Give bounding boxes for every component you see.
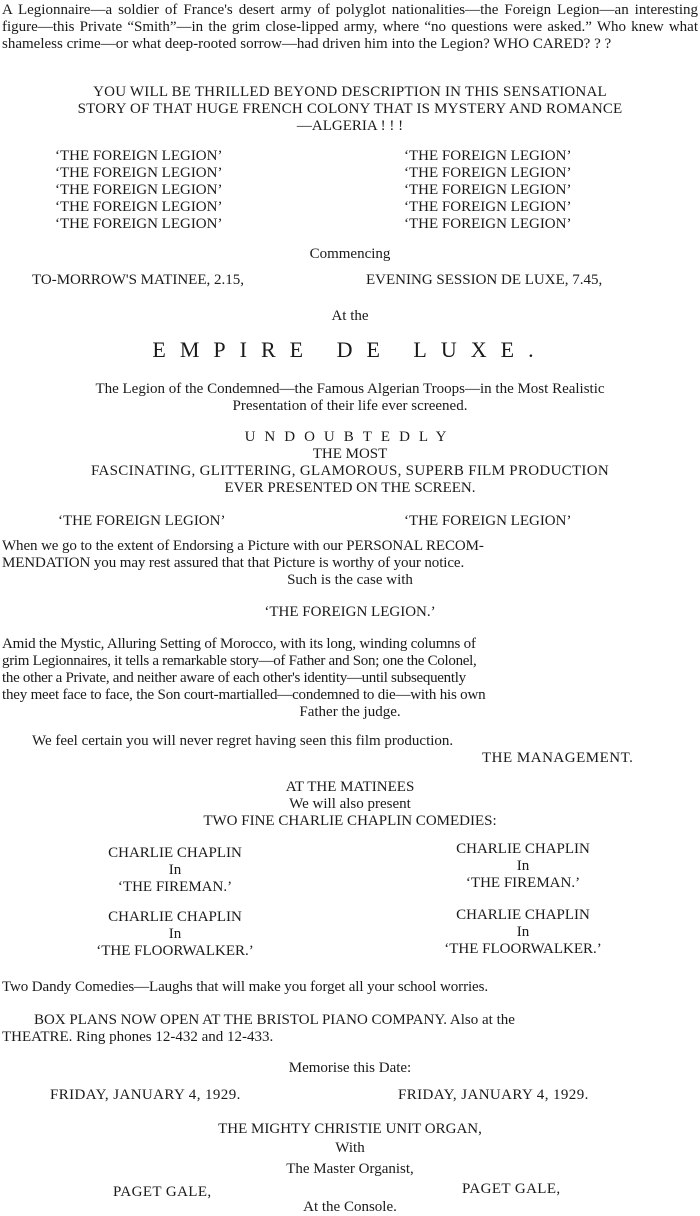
legion-line: ‘THE FOREIGN LEGION’ — [55, 216, 223, 232]
at-matinees: AT THE MATINEES — [285, 779, 415, 795]
also-present: We will also present — [289, 796, 411, 812]
comedy-star: CHARLIE CHAPLIN — [108, 845, 242, 861]
comedy-in: In — [168, 862, 182, 878]
date-right: FRIDAY, JANUARY 4, 1929. — [398, 1087, 589, 1103]
undoubtedly: UNDOUBTEDLY — [244, 429, 456, 445]
regret-line: We feel certain you will never regret having seen this film production. — [32, 733, 454, 749]
legion-desc-2: Presentation of their life ever screened. — [232, 398, 468, 414]
comedy-star: CHARLIE CHAPLIN — [456, 907, 590, 923]
two-comedies: TWO FINE CHARLIE CHAPLIN COMEDIES: — [203, 813, 497, 829]
comedy-star: CHARLIE CHAPLIN — [108, 909, 242, 925]
story-line-3: the other a Private, and neither aware of each other's identity—until subsequently — [2, 670, 466, 686]
fascinating-line: FASCINATING, GLITTERING, GLAMOROUS, SUPERB FILM PRODUCTION — [91, 463, 609, 479]
dandy-line: Two Dandy Comedies—Laughs that will make you forget all your school worries. — [2, 979, 488, 995]
legion-line: ‘THE FOREIGN LEGION’ — [55, 199, 223, 215]
legion-line: ‘THE FOREIGN LEGION’ — [404, 165, 572, 181]
thrill-line-1: YOU WILL BE THRILLED BEYOND DESCRIPTION IN THIS SENSATIONAL — [93, 84, 607, 100]
venue-title: EMPIRE DE LUXE. — [152, 337, 548, 362]
thrill-line-3: —ALGERIA ! ! ! — [296, 118, 404, 134]
story-line-5: Father the judge. — [299, 704, 401, 720]
legion-line: ‘THE FOREIGN LEGION’ — [55, 165, 223, 181]
legion-line: ‘THE FOREIGN LEGION’ — [55, 182, 223, 198]
story-line-4: they meet face to face, the Son court-martialled—condemned to die—with his own — [2, 687, 486, 703]
comedy-title: ‘THE FLOORWALKER.’ — [444, 941, 602, 957]
intro-paragraph: A Legionnaire—a soldier of France's desert army of polyglot nationalities—the Foreign Legion—an interesting figure—this Private “Smith”—in the grim close-lipped army, where “no questions were asked.” Who knew what shameless crime—or what deep-rooted sorrow—had driven him into the Legion? WHO CARED? ? ? — [2, 2, 698, 52]
comedy-block — [418, 907, 628, 958]
comedy-in: In — [516, 858, 530, 874]
box-line-2: THEATRE. Ring phones 12-432 and 12-433. — [2, 1029, 274, 1045]
legion-desc-1: The Legion of the Condemned—the Famous Algerian Troops—in the Most Realistic — [95, 381, 605, 397]
comedy-title: ‘THE FIREMAN.’ — [117, 879, 233, 895]
comedy-block — [70, 845, 280, 896]
story-line-1: Amid the Mystic, Alluring Setting of Morocco, with its long, winding columns of — [2, 636, 476, 652]
legion-line: ‘THE FOREIGN LEGION’ — [55, 148, 223, 164]
box-line-1: BOX PLANS NOW OPEN AT THE BRISTOL PIANO COMPANY. Also at the — [34, 1012, 515, 1028]
endorse-line-2: MENDATION you may rest assured that that Picture is worthy of your notice. — [2, 555, 465, 571]
story-line-2: grim Legionnaires, it tells a remarkable story—of Father and Son; one the Colonel, — [2, 653, 477, 669]
comedy-in: In — [516, 924, 530, 940]
matinee-time: TO-MORROW'S MATINEE, 2.15, — [32, 272, 245, 288]
legion-line: ‘THE FOREIGN LEGION’ — [404, 148, 572, 164]
comedy-title: ‘THE FIREMAN.’ — [465, 875, 581, 891]
organ-line: THE MIGHTY CHRISTIE UNIT ORGAN, — [218, 1121, 482, 1137]
legion-line: ‘THE FOREIGN LEGION’ — [404, 216, 572, 232]
endorse-line-3: Such is the case with — [287, 572, 413, 588]
legion-single: ‘THE FOREIGN LEGION.’ — [264, 604, 436, 620]
paget-right: PAGET GALE, — [462, 1181, 561, 1197]
comedy-in: In — [168, 926, 182, 942]
thrill-line-2: STORY OF THAT HUGE FRENCH COLONY THAT IS MYSTERY AND ROMANCE — [77, 101, 623, 117]
legion-line: ‘THE FOREIGN LEGION’ — [404, 199, 572, 215]
comedy-block — [418, 841, 628, 892]
comedy-title: ‘THE FLOORWALKER.’ — [96, 943, 254, 959]
memorise: Memorise this Date: — [288, 1060, 412, 1076]
at-the: At the — [331, 308, 369, 324]
management: THE MANAGEMENT. — [482, 750, 634, 766]
endorse-line-1: When we go to the extent of Endorsing a Picture with our PERSONAL RECOM- — [2, 538, 484, 554]
comedy-block — [70, 909, 280, 960]
the-most: THE MOST — [312, 446, 388, 462]
commencing: Commencing — [309, 246, 391, 262]
comedy-star: CHARLIE CHAPLIN — [456, 841, 590, 857]
legion-pair-right: ‘THE FOREIGN LEGION’ — [404, 513, 572, 529]
legion-pair-left: ‘THE FOREIGN LEGION’ — [58, 513, 226, 529]
date-left: FRIDAY, JANUARY 4, 1929. — [50, 1087, 241, 1103]
paget-left: PAGET GALE, — [113, 1184, 212, 1200]
ever-presented: EVER PRESENTED ON THE SCREEN. — [224, 480, 476, 496]
with-line: With — [335, 1140, 365, 1156]
legion-list-left — [55, 148, 315, 233]
legion-line: ‘THE FOREIGN LEGION’ — [404, 182, 572, 198]
at-console: At the Console. — [303, 1199, 397, 1215]
evening-time: EVENING SESSION DE LUXE, 7.45, — [366, 272, 603, 288]
legion-list-right — [404, 148, 664, 233]
master-organist: The Master Organist, — [286, 1161, 414, 1177]
